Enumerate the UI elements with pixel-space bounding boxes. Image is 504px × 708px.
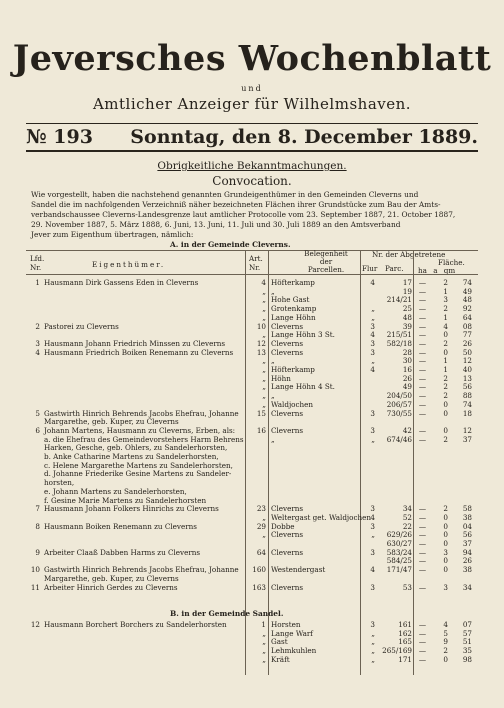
row-art: 64 <box>256 547 266 557</box>
row-qm: 58 <box>462 504 472 514</box>
row-a: 0 <box>443 512 448 522</box>
row-parcel: Lange Warf <box>271 628 313 638</box>
row-art: „ <box>262 512 266 522</box>
row-nr: 11 <box>30 582 40 592</box>
row-ha: — <box>418 556 426 566</box>
row-art: „ <box>262 365 266 374</box>
row-flur: „ <box>371 628 375 638</box>
row-flur: 4 <box>370 365 375 374</box>
row-owner: Hausmann Johann Friedrich Minssen zu Cleverns <box>44 338 226 348</box>
row-parcel: Höhn <box>271 373 291 383</box>
row-flur: 3 <box>370 620 375 629</box>
row-art: 16 <box>256 425 266 435</box>
row-parc: 730/55 <box>386 408 412 418</box>
row-a: 2 <box>443 304 448 314</box>
row-owner: Gastwirth Hinrich Behrends Jacobs Ehefrau, Johanne <box>44 565 239 575</box>
row-owner: Hausmann Borchert Borchers zu Sandelerhorsten <box>44 620 227 629</box>
col-header-parcel: Belegenheit der Parcellen. <box>304 249 348 274</box>
row-ha: — <box>418 646 426 656</box>
row-ha: — <box>418 321 426 331</box>
row-art: „ <box>262 304 266 314</box>
row-qm: 94 <box>462 547 472 557</box>
intro-line: Sandel die im nachfolgenden Verzeichniß näher bezeichneten Flächen ihrer Grundstücke zum Bau der Amts- <box>31 200 441 209</box>
row-parcel: Cleverns <box>271 425 304 435</box>
row-a: 1 <box>443 312 448 322</box>
row-ha: — <box>418 434 426 444</box>
row-qm: 12 <box>462 356 472 366</box>
row-parcel: Hohe Gast <box>271 295 310 305</box>
row-parc: 42 <box>402 425 412 435</box>
row-owner: b. Anke Catharine Martens zu Sandelerhorsten, <box>44 452 219 461</box>
intro-line: Jever zum Eigenthum übertragen, nämlich: <box>31 230 194 239</box>
row-art: 10 <box>256 321 266 331</box>
col-header-parc: Parc. <box>385 264 404 273</box>
row-qm: 98 <box>462 654 472 664</box>
row-a: 3 <box>443 582 448 592</box>
row-parc: 171/47 <box>386 565 412 575</box>
row-flur: 3 <box>370 338 375 348</box>
row-parcel: Grotenkamp <box>271 304 317 314</box>
row-a: 2 <box>443 373 448 383</box>
row-parc: 28 <box>402 347 412 357</box>
row-parcel: „ <box>271 391 275 401</box>
row-flur: „ <box>371 304 375 314</box>
row-ha: — <box>418 330 426 340</box>
row-a: 2 <box>443 278 448 287</box>
row-qm: 37 <box>462 434 472 444</box>
intro-line: 29. November 1887, 5. März 1888, 6. Juni, 13. Juni, 11. Juli und 30. Juli 1889 an den Amtsverband <box>31 220 401 229</box>
row-owner: Margarethe, geb. Kuper, zu Cleverns <box>44 573 179 583</box>
row-a: 0 <box>443 556 448 566</box>
row-art: „ <box>262 373 266 383</box>
row-flur: „ <box>371 312 375 322</box>
row-flur: 4 <box>370 278 375 287</box>
col-header-units: ha a qm <box>418 266 456 275</box>
row-a: 2 <box>443 338 448 348</box>
row-parc: 165 <box>398 637 412 647</box>
col-header-area-sub: Fläche. <box>438 258 465 267</box>
row-art: 12 <box>256 338 266 348</box>
row-parc: 584/25 <box>386 556 412 566</box>
row-parc: 214/21 <box>386 295 412 305</box>
dateline-top-rule <box>26 123 478 124</box>
row-a: 0 <box>443 530 448 540</box>
row-owner: d. Johanne Friederike Gesine Martens zu Sandeler- <box>44 469 232 479</box>
row-qm: 40 <box>462 365 472 374</box>
row-qm: 13 <box>462 373 472 383</box>
row-owner: Arbeiter Hinrich Gerdes zu Cleverns <box>44 582 178 592</box>
row-ha: — <box>418 347 426 357</box>
row-parc: 16 <box>402 365 412 374</box>
row-a: 1 <box>443 286 448 296</box>
row-flur: 3 <box>370 347 375 357</box>
row-ha: — <box>418 637 426 647</box>
col-header-flur: Flur <box>362 264 378 273</box>
row-a: 0 <box>443 521 448 531</box>
row-a: 4 <box>443 620 448 629</box>
col-header-art: Art. Nr. <box>249 254 263 272</box>
row-qm: 08 <box>462 321 472 331</box>
row-a: 2 <box>443 382 448 392</box>
row-flur: 4 <box>370 512 375 522</box>
row-art: „ <box>262 312 266 322</box>
row-parcel: Cleverns <box>271 582 304 592</box>
row-parcel: Kräft <box>271 654 290 664</box>
row-nr: 12 <box>30 620 40 629</box>
row-qm: 50 <box>462 347 472 357</box>
intro-line: verbandschaussee Cleverns-Landesgrenze laut amtlicher Protocolle vom 23. September 1887, 21. October 1887, <box>31 210 456 219</box>
row-flur: „ <box>371 654 375 664</box>
row-owner: Pastorei zu Cleverns <box>44 321 119 331</box>
row-ha: — <box>418 425 426 435</box>
row-ha: — <box>418 304 426 314</box>
row-qm: 56 <box>462 382 472 392</box>
row-flur: „ <box>371 637 375 647</box>
row-art: „ <box>262 654 266 664</box>
row-art: 163 <box>252 582 266 592</box>
row-parc: 674/46 <box>386 434 412 444</box>
row-qm: 04 <box>462 521 472 531</box>
row-a: 4 <box>443 321 448 331</box>
masthead-subtitle: Amtlicher Anzeiger für Wilhelmshaven. <box>92 95 412 113</box>
row-a: 2 <box>443 504 448 514</box>
row-ha: — <box>418 521 426 531</box>
row-parc: 39 <box>402 321 412 331</box>
row-qm: 92 <box>462 304 472 314</box>
row-a: 0 <box>443 539 448 548</box>
row-parcel: Cleverns <box>271 321 304 331</box>
row-art: 13 <box>256 347 266 357</box>
row-ha: — <box>418 582 426 592</box>
row-parcel: Horsten <box>271 620 301 629</box>
row-parc: 19 <box>402 286 412 296</box>
row-art: „ <box>262 295 266 305</box>
row-owner: Arbeiter Claaß Dabben Harms zu Cleverns <box>44 547 201 557</box>
intro-line: Wie vorgestellt, haben die nachstehend genannten Grundeigenthümer in den Gemeinden Cleverns und <box>31 190 419 199</box>
subheading-cleverns: A. in der Gemeinde Cleverns. <box>170 240 291 249</box>
row-owner: Hausmann Dirk Gassens Eden in Cleverns <box>44 278 199 287</box>
row-flur: 3 <box>370 504 375 514</box>
masthead-title: Jeversches Wochenblatt <box>12 38 492 79</box>
row-parc: 629/26 <box>386 530 412 540</box>
row-parcel: „ <box>271 434 275 444</box>
row-qm: 37 <box>462 539 472 548</box>
row-nr: 8 <box>35 521 40 531</box>
row-parc: 34 <box>402 504 412 514</box>
row-art: „ <box>262 646 266 656</box>
row-qm: 38 <box>462 565 472 575</box>
row-a: 9 <box>443 637 448 647</box>
row-qm: 49 <box>462 286 472 296</box>
row-parcel: Lange Höhn 4 St. <box>271 382 335 392</box>
row-qm: 18 <box>462 408 472 418</box>
row-flur: „ <box>371 434 375 444</box>
row-parcel: Gast <box>271 637 288 647</box>
row-parc: 162 <box>398 628 412 638</box>
row-owner: Margarethe, geb. Kuper, zu Cleverns <box>44 417 179 427</box>
row-flur: 4 <box>370 330 375 340</box>
row-art: 1 <box>261 620 266 629</box>
row-parc: 30 <box>402 356 412 366</box>
row-flur: 3 <box>370 547 375 557</box>
row-parcel: Cleverns <box>271 504 304 514</box>
row-parc: 204/50 <box>386 391 412 401</box>
row-a: 3 <box>443 547 448 557</box>
row-a: 0 <box>443 408 448 418</box>
row-ha: — <box>418 338 426 348</box>
row-parcel: Höfterkamp <box>271 278 315 287</box>
row-parc: 171 <box>398 654 412 664</box>
row-art: 4 <box>261 278 266 287</box>
row-parc: 215/51 <box>386 330 412 340</box>
row-flur: 3 <box>370 521 375 531</box>
row-nr: 2 <box>35 321 40 331</box>
row-parcel: Cleverns <box>271 530 304 540</box>
row-parcel: Lange Höhn <box>271 312 316 322</box>
row-owner: Gastwirth Hinrich Behrends Jacobs Ehefrau, Johanne <box>44 408 239 418</box>
row-ha: — <box>418 504 426 514</box>
row-flur: 4 <box>370 565 375 575</box>
col-header-owner: Eigenthümer. <box>92 260 166 269</box>
row-parc: 630/27 <box>386 539 412 548</box>
row-parc: 49 <box>402 382 412 392</box>
row-ha: — <box>418 628 426 638</box>
row-nr: 4 <box>35 347 40 357</box>
row-qm: 48 <box>462 295 472 305</box>
row-qm: 74 <box>462 278 472 287</box>
row-a: 0 <box>443 330 448 340</box>
row-parcel: Cleverns <box>271 338 304 348</box>
row-a: 1 <box>443 365 448 374</box>
row-a: 2 <box>443 646 448 656</box>
row-parcel: Cleverns <box>271 347 304 357</box>
row-parcel: Lange Höhn 3 St. <box>271 330 335 340</box>
row-qm: 88 <box>462 391 472 401</box>
row-parcel: Dobbe <box>271 521 295 531</box>
row-ha: — <box>418 654 426 664</box>
row-parcel: Weltergast get. Waldjochen <box>271 512 372 522</box>
row-nr: 6 <box>35 425 40 435</box>
row-qm: 34 <box>462 582 472 592</box>
row-ha: — <box>418 278 426 287</box>
row-owner: a. die Ehefrau des Gemeindevorstehers Harm Behrens <box>44 434 244 444</box>
row-ha: — <box>418 365 426 374</box>
row-ha: — <box>418 547 426 557</box>
row-qm: 07 <box>462 620 472 629</box>
row-art: 23 <box>256 504 266 514</box>
row-flur: 3 <box>370 408 375 418</box>
row-qm: 57 <box>462 628 472 638</box>
row-flur: 3 <box>370 425 375 435</box>
row-a: 2 <box>443 434 448 444</box>
row-owner: c. Helene Margarethe Martens zu Sandelerhorsten, <box>44 460 233 470</box>
row-parcel: Waldjochen <box>271 399 314 409</box>
row-parc: 25 <box>402 304 412 314</box>
row-nr: 9 <box>35 547 40 557</box>
row-a: 0 <box>443 399 448 409</box>
row-art: „ <box>262 530 266 540</box>
row-ha: — <box>418 539 426 548</box>
row-parcel: „ <box>271 286 275 296</box>
row-art: 15 <box>256 408 266 418</box>
masthead-und: und <box>241 84 263 93</box>
row-a: 2 <box>443 391 448 401</box>
row-art: „ <box>262 286 266 296</box>
row-parcel: Cleverns <box>271 547 304 557</box>
row-art: „ <box>262 391 266 401</box>
row-ha: — <box>418 565 426 575</box>
row-qm: 35 <box>462 646 472 656</box>
row-art: 29 <box>256 521 266 531</box>
row-ha: — <box>418 356 426 366</box>
row-nr: 3 <box>35 338 40 348</box>
row-nr: 10 <box>30 565 40 575</box>
row-parcel: Höfterkamp <box>271 365 315 374</box>
row-qm: 51 <box>462 637 472 647</box>
row-nr: 7 <box>35 504 40 514</box>
row-qm: 26 <box>462 338 472 348</box>
row-a: 3 <box>443 295 448 305</box>
row-a: 1 <box>443 356 448 366</box>
row-owner: horsten, <box>44 478 75 488</box>
row-ha: — <box>418 312 426 322</box>
row-owner: Hausmann Boiken Renemann zu Cleverns <box>44 521 197 531</box>
dateline-bottom-rule <box>26 150 478 152</box>
row-parc: 583/24 <box>386 547 412 557</box>
row-qm: 12 <box>462 425 472 435</box>
row-ha: — <box>418 620 426 629</box>
row-qm: 74 <box>462 399 472 409</box>
row-parc: 582/18 <box>386 338 412 348</box>
row-ha: — <box>418 391 426 401</box>
row-ha: — <box>418 373 426 383</box>
row-parc: 265/169 <box>382 646 412 656</box>
row-owner: Hausmann Johann Folkers Hinrichs zu Cleverns <box>44 504 219 514</box>
row-qm: 64 <box>462 312 472 322</box>
row-parc: 22 <box>402 521 412 531</box>
row-ha: — <box>418 286 426 296</box>
row-a: 5 <box>443 628 448 638</box>
row-owner: Johann Martens, Hausmann zu Cleverns, Erben, als: <box>44 425 236 435</box>
issue-date: Sonntag, den 8. December 1889. <box>130 126 478 148</box>
col-header-area-title: Nr. der Abgetretene <box>372 250 446 259</box>
row-art: „ <box>262 399 266 409</box>
row-owner: Hausmann Friedrich Boiken Renemann zu Cleverns <box>44 347 234 357</box>
row-parc: 52 <box>402 512 412 522</box>
row-parcel: Westendergast <box>271 565 326 575</box>
row-ha: — <box>418 295 426 305</box>
row-parc: 17 <box>402 278 412 287</box>
row-owner: Harken, Gesche, geb. Ohlers, zu Sandelerhorsten, <box>44 443 228 453</box>
row-qm: 38 <box>462 512 472 522</box>
row-art: „ <box>262 356 266 366</box>
row-ha: — <box>418 408 426 418</box>
row-art: „ <box>262 382 266 392</box>
row-parcel: „ <box>271 356 275 366</box>
row-ha: — <box>418 530 426 540</box>
row-ha: — <box>418 512 426 522</box>
row-flur: „ <box>371 356 375 366</box>
row-art: „ <box>262 330 266 340</box>
row-nr: 5 <box>35 408 40 418</box>
row-art: 160 <box>252 565 266 575</box>
article-heading: Convocation. <box>212 174 292 188</box>
row-flur: „ <box>371 646 375 656</box>
row-owner: f. Gesine Marie Martens zu Sandelerhorsten <box>44 495 207 505</box>
row-owner: e. Johann Martens zu Sandelerhorsten, <box>44 486 187 496</box>
row-a: 0 <box>443 347 448 357</box>
row-qm: 26 <box>462 556 472 566</box>
row-ha: — <box>418 399 426 409</box>
row-a: 0 <box>443 654 448 664</box>
section-title: Obrigkeitliche Bekanntmachungen. <box>157 160 347 172</box>
row-qm: 56 <box>462 530 472 540</box>
subheading-sandel: B. in der Gemeinde Sandel. <box>170 609 284 618</box>
row-parc: 26 <box>402 373 412 383</box>
row-ha: — <box>418 382 426 392</box>
issue-number: № 193 <box>26 126 93 148</box>
table-header-rule <box>26 274 478 275</box>
row-art: „ <box>262 628 266 638</box>
row-parc: 161 <box>398 620 412 629</box>
row-parc: 48 <box>402 312 412 322</box>
row-parc: 206/57 <box>386 399 412 409</box>
row-a: 0 <box>443 425 448 435</box>
row-parcel: Lehmkuhlen <box>271 646 317 656</box>
row-flur: 3 <box>370 321 375 331</box>
row-qm: 77 <box>462 330 472 340</box>
row-parcel: Cleverns <box>271 408 304 418</box>
row-flur: „ <box>371 530 375 540</box>
row-nr: 1 <box>35 278 40 287</box>
row-art: „ <box>262 637 266 647</box>
row-parc: 53 <box>402 582 412 592</box>
row-a: 0 <box>443 565 448 575</box>
row-flur: 3 <box>370 582 375 592</box>
col-header-nr: Lfd. Nr. <box>30 254 45 272</box>
